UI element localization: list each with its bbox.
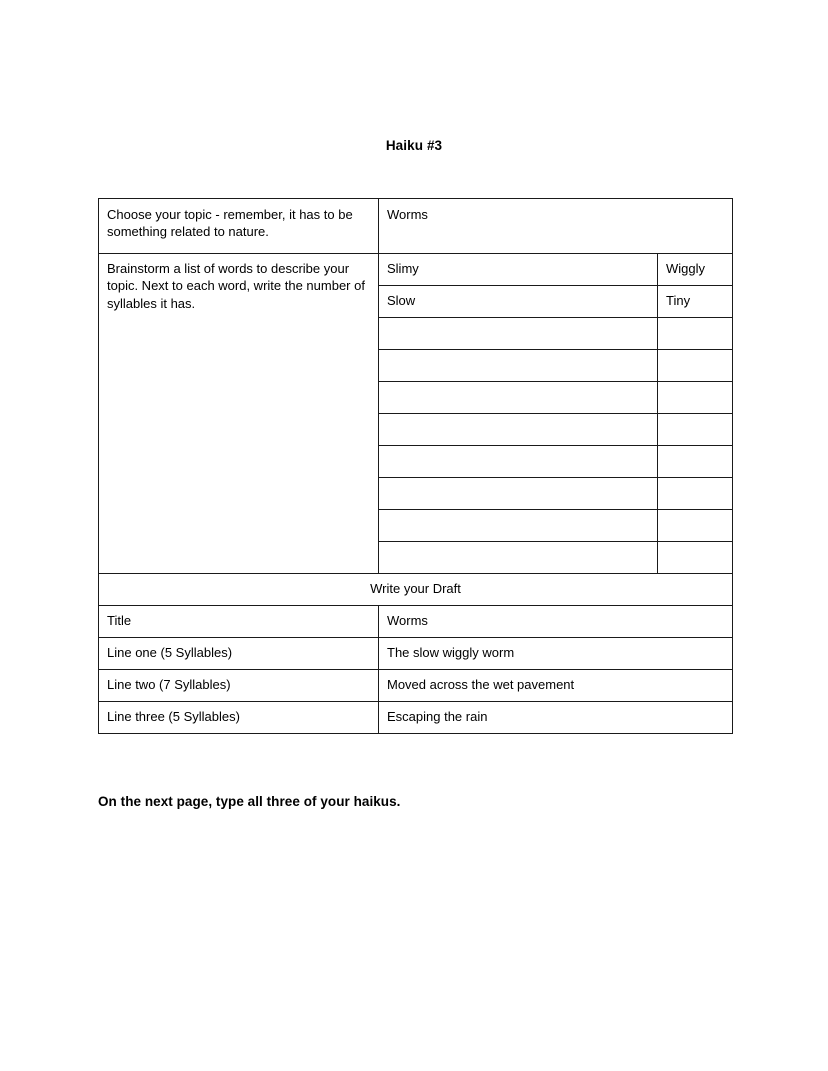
brainstorm-word-cell[interactable]: Slow (379, 286, 658, 318)
brainstorm-syllables-cell[interactable]: Wiggly (658, 254, 733, 286)
brainstorm-syllables-cell[interactable] (658, 478, 733, 510)
table-row-draft-line-one (99, 638, 733, 670)
table-row-draft-banner (99, 574, 733, 606)
draft-label-cell: Line two (7 Syllables) (99, 670, 379, 702)
table-row-topic (99, 199, 733, 254)
worksheet-body (99, 199, 733, 734)
brainstorm-syllables-cell[interactable] (658, 318, 733, 350)
page-title: Haiku #3 (385, 138, 443, 153)
draft-label-cell: Line one (5 Syllables) (99, 638, 379, 670)
draft-value-cell[interactable]: Moved across the wet pavement (379, 670, 733, 702)
topic-answer-cell[interactable]: Worms (379, 199, 733, 254)
brainstorm-word-cell[interactable] (379, 382, 658, 414)
topic-prompt-cell: Choose your topic - remember, it has to be something related to nature. (99, 199, 379, 254)
draft-label-cell: Line three (5 Syllables) (99, 702, 379, 734)
brainstorm-syllables-cell[interactable] (658, 446, 733, 478)
table-row-brainstorm-1 (99, 254, 733, 286)
brainstorm-word-cell[interactable]: Slimy (379, 254, 658, 286)
table-row-draft-line-two (99, 670, 733, 702)
brainstorm-word-cell[interactable] (379, 318, 658, 350)
brainstorm-word-cell[interactable] (379, 510, 658, 542)
brainstorm-syllables-cell[interactable]: Tiny (658, 286, 733, 318)
footer-instruction: On the next page, type all three of your haikus. (98, 794, 401, 809)
draft-value-cell[interactable]: Escaping the rain (379, 702, 733, 734)
draft-label-cell: Title (99, 606, 379, 638)
draft-value-cell[interactable]: The slow wiggly worm (379, 638, 733, 670)
brainstorm-word-cell[interactable] (379, 542, 658, 574)
table-row-draft-title (99, 606, 733, 638)
table-row-draft-line-three (99, 702, 733, 734)
draft-value-cell[interactable]: Worms (379, 606, 733, 638)
haiku-worksheet-table (98, 198, 733, 734)
brainstorm-word-cell[interactable] (379, 446, 658, 478)
brainstorm-word-cell[interactable] (379, 414, 658, 446)
brainstorm-word-cell[interactable] (379, 350, 658, 382)
brainstorm-word-cell[interactable] (379, 478, 658, 510)
brainstorm-syllables-cell[interactable] (658, 510, 733, 542)
draft-banner-cell: Write your Draft (99, 574, 733, 606)
brainstorm-prompt-cell: Brainstorm a list of words to describe your topic. Next to each word, write the number of syllables it has. (99, 254, 379, 574)
brainstorm-syllables-cell[interactable] (658, 382, 733, 414)
brainstorm-syllables-cell[interactable] (658, 414, 733, 446)
brainstorm-syllables-cell[interactable] (658, 350, 733, 382)
brainstorm-syllables-cell[interactable] (658, 542, 733, 574)
